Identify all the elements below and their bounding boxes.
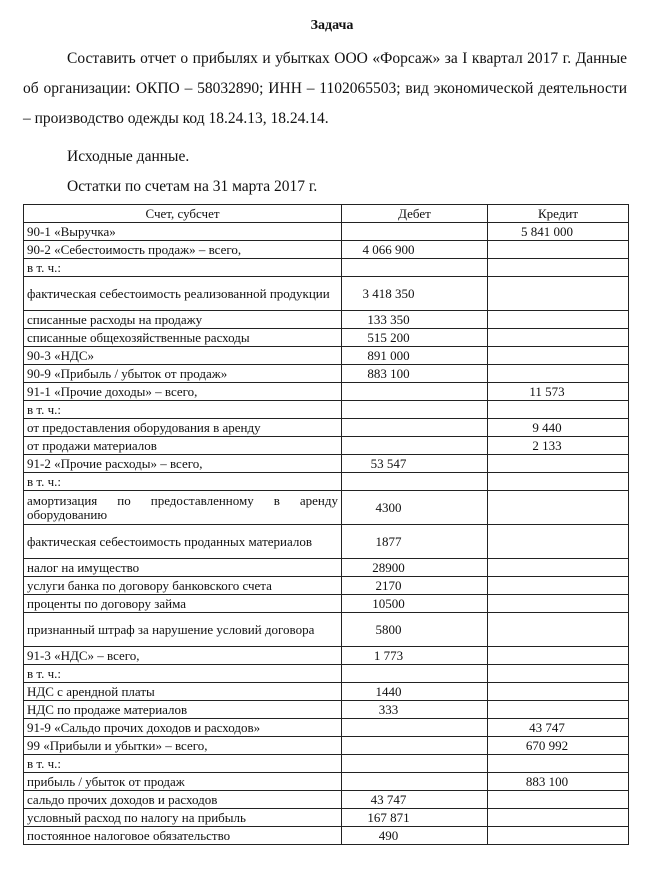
credit-cell: 5 841 000 (488, 223, 629, 241)
account-cell: 91-9 «Сальдо прочих доходов и расходов» (24, 719, 342, 737)
credit-cell (488, 365, 629, 383)
table-row (24, 827, 629, 845)
credit-cell: 43 747 (488, 719, 629, 737)
debit-cell: 515 200 (342, 329, 488, 347)
credit-cell (488, 329, 629, 347)
debit-cell (342, 401, 488, 419)
account-cell: НДС с арендной платы (24, 683, 342, 701)
debit-cell: 167 871 (342, 809, 488, 827)
credit-cell (488, 559, 629, 577)
debit-cell: 490 (342, 827, 488, 845)
credit-cell (488, 755, 629, 773)
credit-cell (488, 827, 629, 845)
account-cell: в т. ч.: (24, 401, 342, 419)
table-row (24, 809, 629, 827)
debit-cell (342, 473, 488, 491)
credit-cell: 9 440 (488, 419, 629, 437)
account-cell: от продажи материалов (24, 437, 342, 455)
account-cell: в т. ч.: (24, 665, 342, 683)
account-cell: в т. ч.: (24, 755, 342, 773)
debit-cell: 53 547 (342, 455, 488, 473)
account-cell: НДС по продаже материалов (24, 701, 342, 719)
table-row (24, 401, 629, 419)
credit-cell (488, 595, 629, 613)
table-row (24, 277, 629, 311)
credit-cell (488, 259, 629, 277)
debit-cell: 333 (342, 701, 488, 719)
table-row (24, 223, 629, 241)
table-row (24, 455, 629, 473)
table-row (24, 683, 629, 701)
table-row (24, 259, 629, 277)
account-cell: 99 «Прибыли и убытки» – всего, (24, 737, 342, 755)
credit-cell (488, 577, 629, 595)
account-cell: сальдо прочих доходов и расходов (24, 791, 342, 809)
credit-cell (488, 241, 629, 259)
table-header-row (24, 205, 629, 223)
intro-paragraph: Составить отчет о прибылях и убытках ООО «Форсаж» за I квартал 2017 г. Данные об организации: ОКПО – 58032890; ИНН – 1102065503; вид экономической деятельности – производство одежды код 18.24.13, 18.24.14. (23, 50, 627, 127)
debit-cell: 2170 (342, 577, 488, 595)
account-cell: 90-2 «Себестоимость продаж» – всего, (24, 241, 342, 259)
credit-cell: 670 992 (488, 737, 629, 755)
source-data-label: Исходные данные. (67, 148, 190, 165)
credit-cell (488, 613, 629, 647)
table-row (24, 419, 629, 437)
table-row (24, 437, 629, 455)
table-row (24, 647, 629, 665)
debit-cell: 891 000 (342, 347, 488, 365)
table-body (24, 223, 629, 845)
table-row (24, 577, 629, 595)
account-cell: от предоставления оборудования в аренду (24, 419, 342, 437)
credit-cell (488, 525, 629, 559)
credit-cell (488, 683, 629, 701)
table-row (24, 473, 629, 491)
credit-cell (488, 791, 629, 809)
table-row (24, 719, 629, 737)
debit-cell (342, 665, 488, 683)
account-cell: постоянное налоговое обязательство (24, 827, 342, 845)
credit-cell (488, 277, 629, 311)
account-cell: в т. ч.: (24, 473, 342, 491)
debit-cell (342, 755, 488, 773)
account-cell: проценты по договору займа (24, 595, 342, 613)
table-row (24, 491, 629, 525)
credit-cell (488, 665, 629, 683)
debit-cell: 1877 (342, 525, 488, 559)
table-row (24, 665, 629, 683)
debit-cell: 10500 (342, 595, 488, 613)
table-row (24, 559, 629, 577)
debit-cell (342, 719, 488, 737)
account-cell: списанные расходы на продажу (24, 311, 342, 329)
account-cell: списанные общехозяйственные расходы (24, 329, 342, 347)
table-row (24, 613, 629, 647)
account-cell: условный расход по налогу на прибыль (24, 809, 342, 827)
account-cell: 91-3 «НДС» – всего, (24, 647, 342, 665)
debit-cell: 1440 (342, 683, 488, 701)
credit-column-header: Кредит (488, 205, 629, 223)
debit-cell: 1 773 (342, 647, 488, 665)
account-cell: 90-3 «НДС» (24, 347, 342, 365)
credit-cell: 883 100 (488, 773, 629, 791)
debit-cell: 5800 (342, 613, 488, 647)
debit-cell (342, 419, 488, 437)
table-row (24, 595, 629, 613)
credit-cell (488, 473, 629, 491)
debit-cell: 3 418 350 (342, 277, 488, 311)
credit-cell (488, 647, 629, 665)
account-cell: прибыль / убыток от продаж (24, 773, 342, 791)
credit-cell (488, 347, 629, 365)
credit-cell (488, 455, 629, 473)
account-cell: фактическая себестоимость проданных материалов (24, 525, 342, 559)
table-row (24, 383, 629, 401)
table-row (24, 311, 629, 329)
debit-cell (342, 259, 488, 277)
debit-cell: 28900 (342, 559, 488, 577)
debit-cell (342, 383, 488, 401)
account-cell: 90-9 «Прибыль / убыток от продаж» (24, 365, 342, 383)
balances-label: Остатки по счетам на 31 марта 2017 г. (67, 178, 318, 195)
balances-table (23, 204, 629, 845)
table-row (24, 701, 629, 719)
debit-cell (342, 737, 488, 755)
credit-cell (488, 311, 629, 329)
table-row (24, 525, 629, 559)
debit-cell: 133 350 (342, 311, 488, 329)
account-cell: услуги банка по договору банковского счета (24, 577, 342, 595)
account-cell: 90-1 «Выручка» (24, 223, 342, 241)
debit-cell (342, 223, 488, 241)
table-row (24, 329, 629, 347)
table-row (24, 737, 629, 755)
table-row (24, 347, 629, 365)
account-cell: амортизация по предоставленному в аренду оборудованию (24, 491, 342, 525)
task-title: Задача (310, 18, 354, 33)
account-cell: 91-1 «Прочие доходы» – всего, (24, 383, 342, 401)
credit-cell (488, 401, 629, 419)
account-cell: 91-2 «Прочие расходы» – всего, (24, 455, 342, 473)
account-cell: фактическая себестоимость реализованной продукции (24, 277, 342, 311)
account-cell: признанный штраф за нарушение условий договора (24, 613, 342, 647)
debit-cell: 4 066 900 (342, 241, 488, 259)
table-row (24, 791, 629, 809)
table-row (24, 241, 629, 259)
table-row (24, 755, 629, 773)
debit-cell (342, 773, 488, 791)
debit-column-header: Дебет (342, 205, 488, 223)
debit-cell: 4300 (342, 491, 488, 525)
debit-cell: 43 747 (342, 791, 488, 809)
debit-cell (342, 437, 488, 455)
account-cell: в т. ч.: (24, 259, 342, 277)
credit-cell: 2 133 (488, 437, 629, 455)
table-row (24, 773, 629, 791)
credit-cell (488, 701, 629, 719)
account-cell: налог на имущество (24, 559, 342, 577)
account-column-header: Счет, субсчет (24, 205, 342, 223)
credit-cell (488, 809, 629, 827)
credit-cell: 11 573 (488, 383, 629, 401)
credit-cell (488, 491, 629, 525)
debit-cell: 883 100 (342, 365, 488, 383)
table-row (24, 365, 629, 383)
